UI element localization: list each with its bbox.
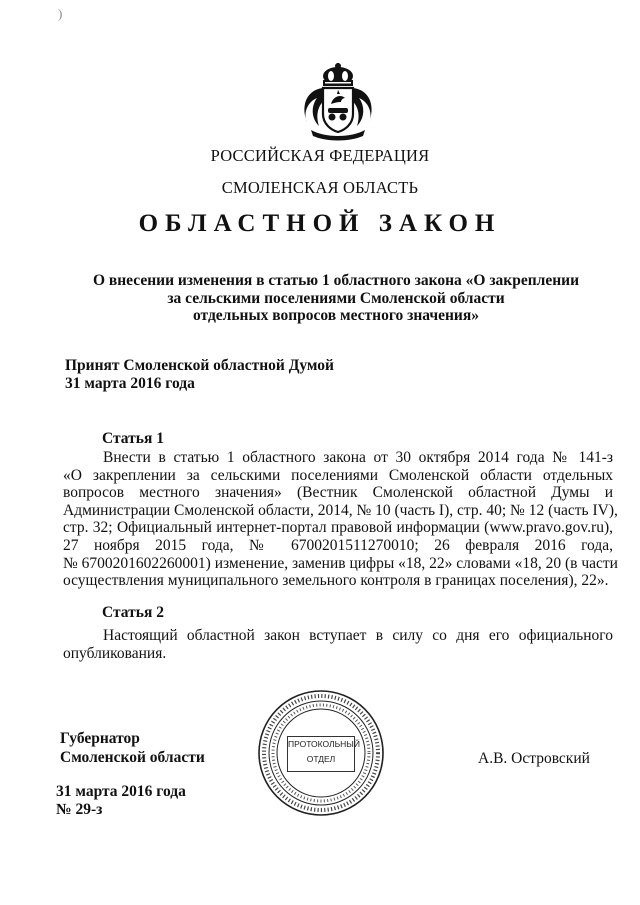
position-line: Губернатор: [60, 730, 140, 747]
subject-line: отдельных вопросов местного значения»: [192, 307, 480, 324]
signatory-position: [60, 729, 205, 767]
article-2-line: Настоящий областной закон вступает в силу со дня его официального: [103, 627, 613, 644]
signatory-name: А.В. Островский: [478, 750, 590, 767]
adoption-note: [65, 357, 334, 392]
subject-line: О внесении изменения в статью 1 областного закона «О закреплении: [92, 272, 580, 289]
article-1-line: осуществления муниципального земельного контроля в границах поселения), 22».: [63, 572, 609, 590]
article-1-line: «О закреплении за сельскими поселениями Смоленской области отдельных: [63, 466, 613, 484]
stamp-line: ПРОТОКОЛЬНЫЙ: [288, 739, 360, 749]
article-1-line: 27 ноября 2015 года, № 6700201511270010; 26 февраля 2016 года,: [63, 536, 613, 554]
country-heading: РОССИЙСКАЯ ФЕДЕРАЦИЯ: [210, 146, 430, 165]
corner-scan-mark: ): [58, 6, 63, 21]
law-number: № 29-з: [56, 801, 103, 818]
law-subject: [16, 272, 640, 325]
coat-of-arms-icon: [297, 62, 379, 142]
article-2-line: опубликования.: [63, 644, 167, 662]
article-1-line: Администрации Смоленской области, 2014, № 10 (часть I), стр. 40; № 12 (часть IV),: [63, 501, 618, 519]
stamp-line: ОТДЕЛ: [306, 754, 336, 764]
official-stamp: [256, 688, 386, 818]
region-heading: СМОЛЕНСКАЯ ОБЛАСТЬ: [221, 178, 419, 197]
document-type-title: ОБЛАСТНОЙ ЗАКОН: [138, 210, 502, 237]
article-2-title: Статья 2: [102, 604, 164, 621]
adopted-date: 31 марта 2016 года: [65, 374, 195, 392]
article-1-title: Статья 1: [102, 430, 164, 447]
law-date: 31 марта 2016 года: [56, 783, 186, 800]
article-1-line: № 6700201602260001) изменение, заменив цифры «18, 22» словами «18, 20 (в части: [63, 554, 618, 572]
adopted-by: Принят Смоленской областной Думой: [65, 357, 334, 374]
article-2-body: [63, 627, 613, 662]
article-1-body: [63, 449, 618, 590]
article-1-line: Внести в статью 1 областного закона от 30 октября 2014 года № 141-з: [103, 449, 613, 466]
subject-line: за сельскими поселениями Смоленской области: [167, 289, 505, 307]
position-line: Смоленской области: [60, 749, 205, 766]
article-1-line: стр. 32; Официальный интернет-портал правовой информации (www.pravo.gov.ru),: [63, 519, 613, 537]
article-1-line: вопросов местного значения» (Вестник Смоленской областной Думы и: [63, 484, 613, 502]
law-date-number: [56, 783, 186, 819]
stamp-label: [287, 736, 360, 772]
